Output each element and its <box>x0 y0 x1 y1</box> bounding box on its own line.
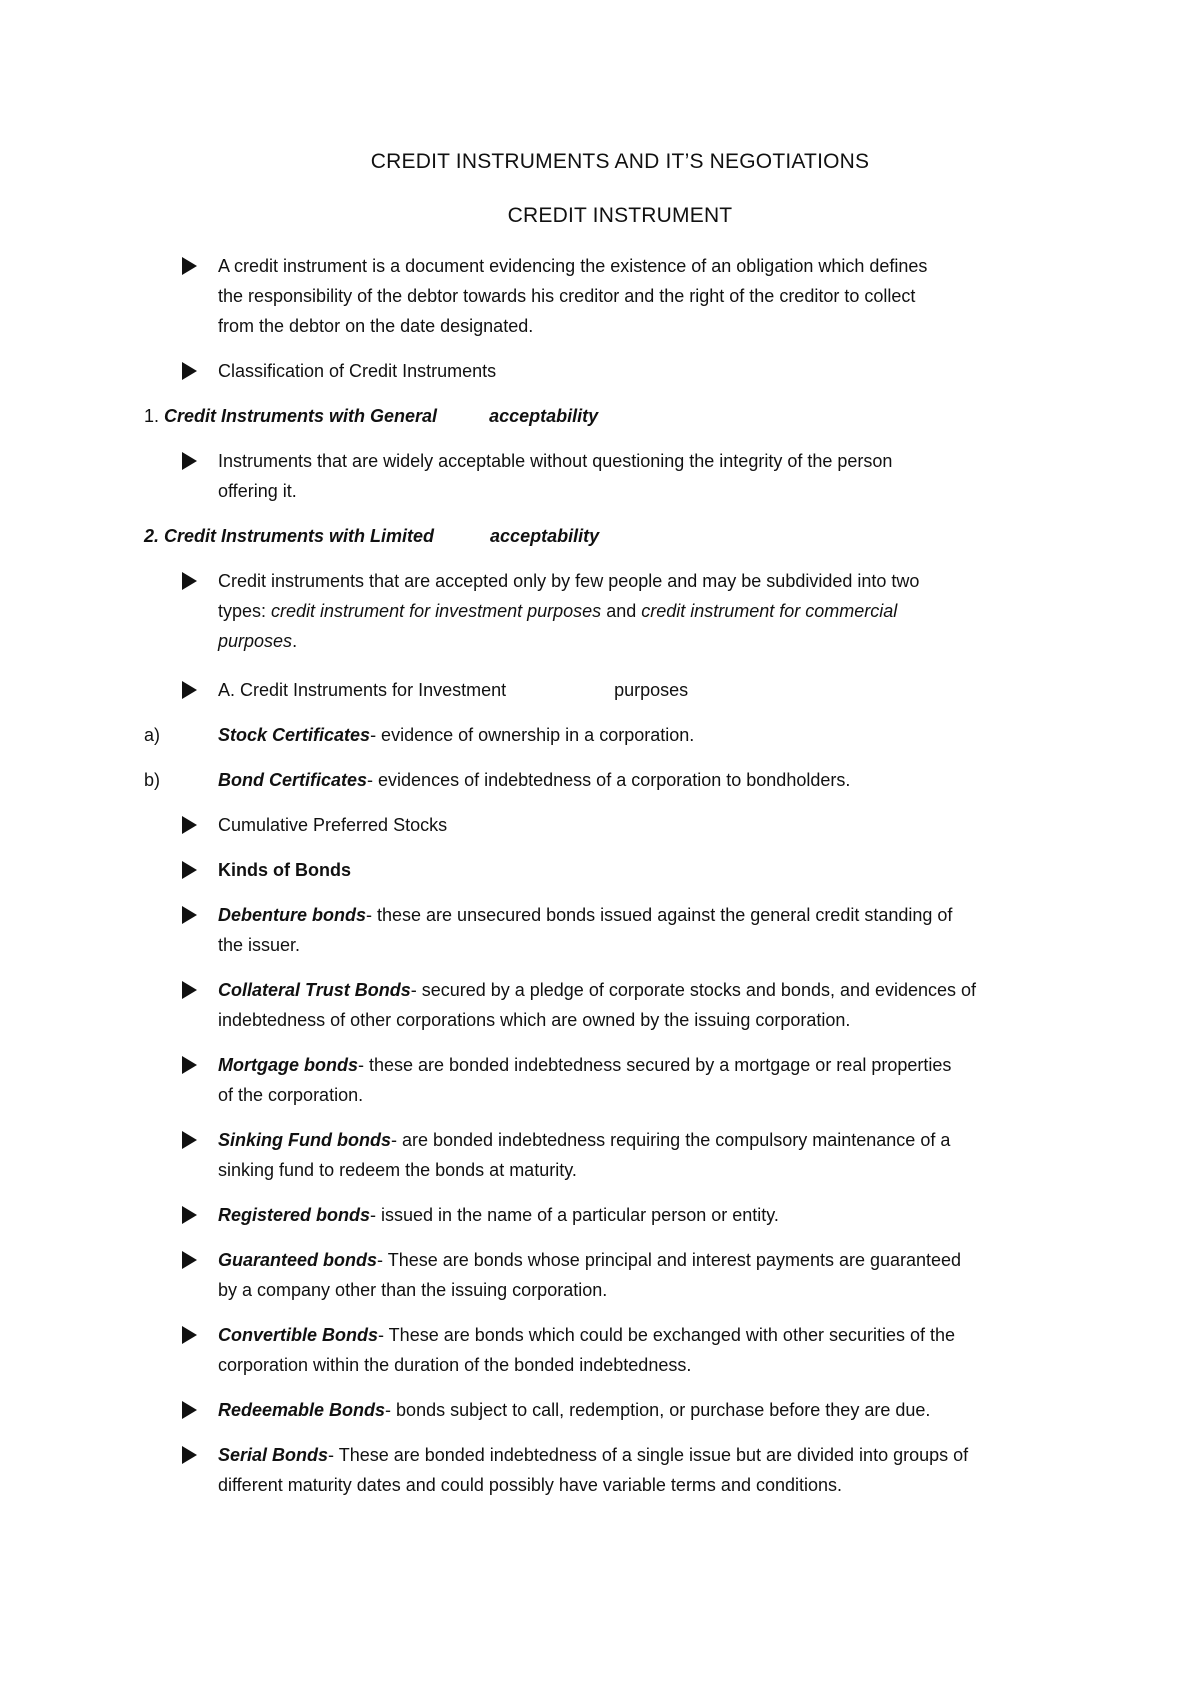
bond-item-convertible: Convertible Bonds- These are bonds which could be exchanged with other securities of the corporation within the duration of the bonded indebtedness. <box>218 1325 956 1375</box>
bullet-arrow-icon <box>182 257 197 275</box>
item-marker: b) <box>144 770 161 790</box>
classification-item: Classification of Credit Instruments <box>218 361 497 381</box>
bond-item-debenture: Debenture bonds- these are unsecured bonds issued against the general credit standing of the issuer. <box>218 905 953 955</box>
stock-certificates-item: Stock Certificates- evidence of ownership in a corporation. <box>218 725 695 745</box>
bullet-arrow-icon <box>182 861 197 879</box>
investment-item: A. Credit Instruments for Investment purposes <box>218 680 689 700</box>
bullet-arrow-icon <box>182 816 197 834</box>
bond-certificates-item: Bond Certificates- evidences of indebtedness of a corporation to bondholders. <box>218 770 851 790</box>
bullet-arrow-icon <box>182 981 197 999</box>
bond-item-serial: Serial Bonds- These are bonded indebtedness of a single issue but are divided into groups of different maturity dates and could possibly have variable terms and conditions. <box>218 1445 969 1495</box>
general-description: Instruments that are widely acceptable without questioning the integrity of the person offering it. <box>218 451 893 501</box>
cumulative-item: Cumulative Preferred Stocks <box>218 815 448 835</box>
bullet-arrow-icon <box>182 1131 197 1149</box>
intro-paragraph: A credit instrument is a document evidencing the existence of an obligation which defines the responsibility of the debtor towards his creditor and the right of the creditor to collect from the debtor on the date designated. <box>218 256 928 336</box>
bond-item-redeemable: Redeemable Bonds- bonds subject to call, redemption, or purchase before they are due. <box>218 1400 931 1420</box>
bullet-arrow-icon <box>182 452 197 470</box>
kinds-of-bonds-heading: Kinds of Bonds <box>218 860 351 880</box>
bullet-arrow-icon <box>182 681 197 699</box>
bond-item-mortgage: Mortgage bonds- these are bonded indebtedness secured by a mortgage or real properties of the corporation. <box>218 1055 952 1105</box>
bullet-arrow-icon <box>182 1326 197 1344</box>
bullet-arrow-icon <box>182 1251 197 1269</box>
bullet-arrow-icon <box>182 906 197 924</box>
bond-item-collateral: Collateral Trust Bonds- secured by a pledge of corporate stocks and bonds, and evidences of indebtedness of other corporations which are owned by the issuing corporation. <box>218 980 977 1030</box>
bullet-arrow-icon <box>182 572 197 590</box>
heading-number: 2. <box>144 526 160 546</box>
heading-number: 1. <box>144 406 160 426</box>
bond-item-sinking-fund: Sinking Fund bonds- are bonded indebtedness requiring the compulsory maintenance of a sinking fund to redeem the bonds at maturity. <box>218 1130 951 1180</box>
bullet-arrow-icon <box>182 1206 197 1224</box>
bullet-arrow-icon <box>182 1056 197 1074</box>
bullet-arrow-icon <box>182 362 197 380</box>
heading-limited: Credit Instruments with Limited acceptability <box>164 526 600 546</box>
document-subtitle: CREDIT INSTRUMENT <box>507 204 733 227</box>
bond-item-registered: Registered bonds- issued in the name of a particular person or entity. <box>218 1205 779 1225</box>
heading-general: Credit Instruments with General acceptability <box>164 406 599 426</box>
bond-item-guaranteed: Guaranteed bonds- These are bonds whose principal and interest payments are guaranteed by a company other than the issuing corporation. <box>218 1250 962 1300</box>
item-marker: a) <box>144 725 161 745</box>
bullet-arrow-icon <box>182 1401 197 1419</box>
document-title: CREDIT INSTRUMENTS AND IT’S NEGOTIATIONS <box>370 150 870 173</box>
limited-description: Credit instruments that are accepted only by few people and may be subdivided into two types: credit instrument for investment purposes and credit instrument for commercial purposes. <box>218 571 920 651</box>
bullet-arrow-icon <box>182 1446 197 1464</box>
